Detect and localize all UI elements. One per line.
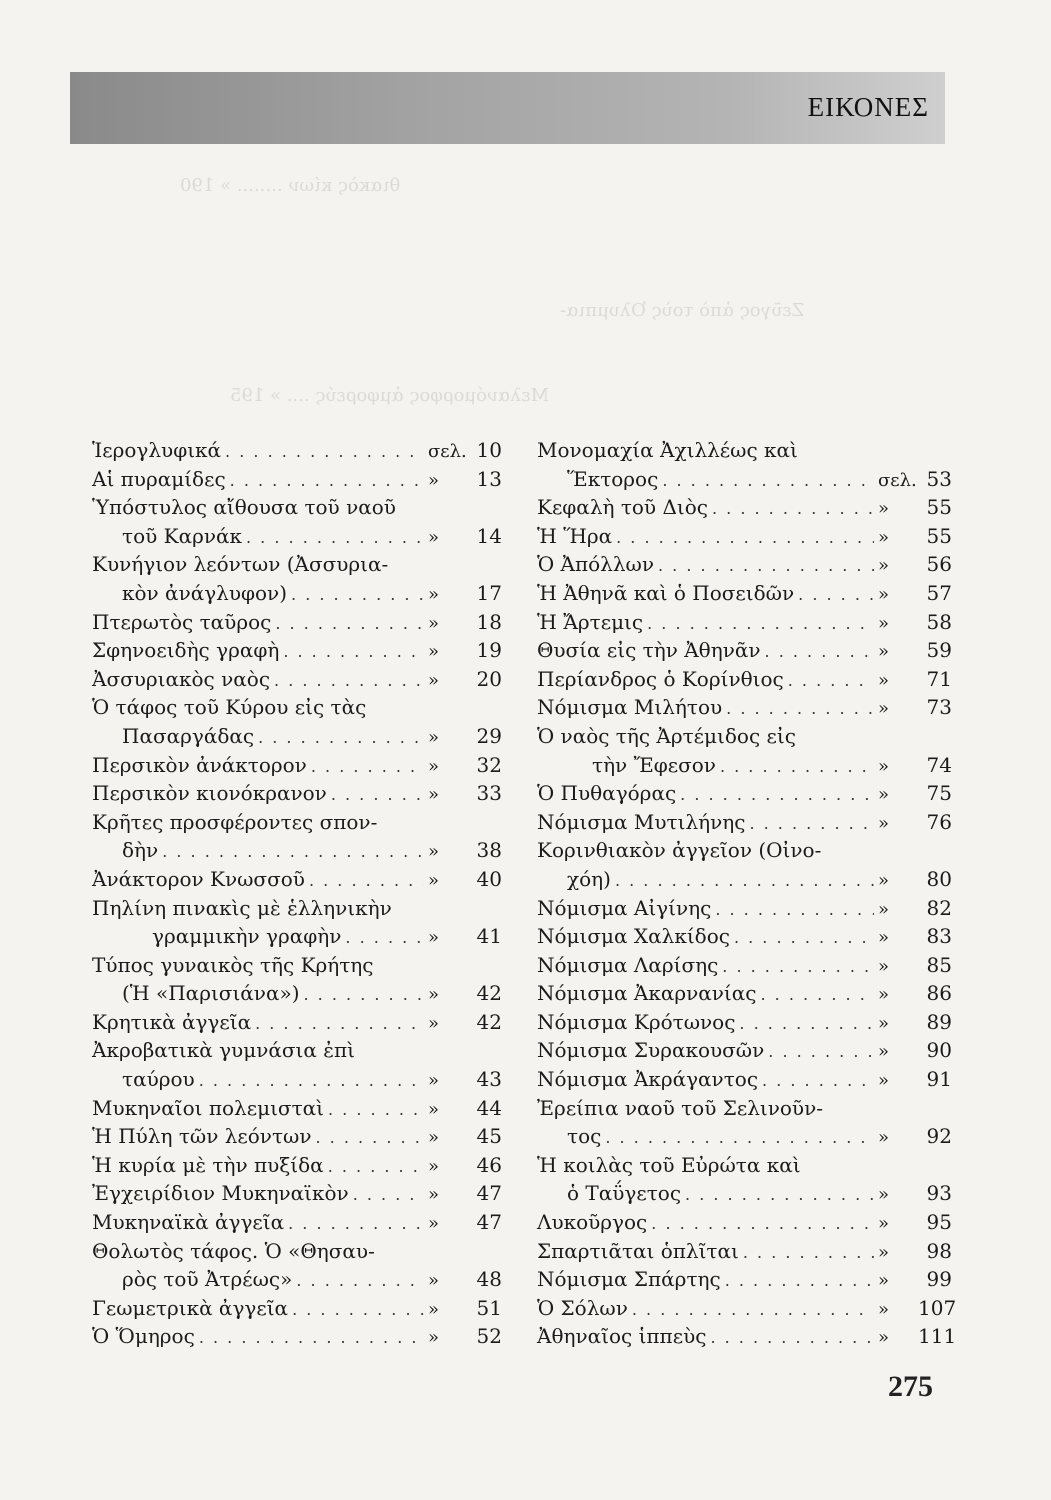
list-item: Σπαρτιᾶται ὁπλῖται . . . » 98 (537, 1237, 952, 1266)
list-item: γραμμικὴν γραφὴν . . . » 41 (92, 922, 502, 951)
list-item-line: Ὁ ναὸς τῆς Ἀρτέμιδος εἰς (537, 723, 796, 748)
list-item: Ἡ Ἀθηνᾶ καὶ ὁ Ποσειδῶν . . . » 57 (537, 579, 952, 608)
list-item: χόη) . . . » 80 (537, 865, 952, 894)
list-item: Ὁ Ὅμηρος . . . » 52 (92, 1322, 502, 1351)
list-item-line: Ὁ τάφος τοῦ Κύρου εἰς τὰς (92, 695, 367, 720)
list-item: Νόμισμα Λαρίσης . . . » 85 (537, 951, 952, 980)
list-item-line: Μονομαχία Ἀχιλλέως καὶ (537, 438, 798, 462)
list-item: Νόμισμα Αἰγίνης . . . » 82 (537, 894, 952, 923)
list-item-line: Ὑπόστυλος αἴθουσα τοῦ ναοῦ (92, 495, 396, 520)
list-item: (Ἡ «Παρισιάνα») . . . » 42 (92, 979, 502, 1008)
list-item: ταύρου . . . » 43 (92, 1065, 502, 1094)
list-item-line: Θολωτὸς τάφος. Ὁ «Θησαυ- (92, 1238, 375, 1263)
list-item: Κεφαλὴ τοῦ Διὸς . . . » 55 (537, 493, 952, 522)
list-item: Μυκηναῖοι πολεμισταὶ . . . » 44 (92, 1094, 502, 1123)
list-item: Νόμισμα Χαλκίδος . . . » 83 (537, 922, 952, 951)
list-item: Νόμισμα Σπάρτης . . . » 99 (537, 1265, 952, 1294)
list-item: Αἱ πυραμίδες . . . » 13 (92, 465, 502, 494)
list-item-line: Ἐρείπια ναοῦ τοῦ Σελινοῦν- (537, 1095, 824, 1120)
list-item: Ἀθηναῖος ἱππεὺς . . . » 111 (537, 1322, 952, 1351)
list-item-line: Τύπος γυναικὸς τῆς Κρήτης (92, 952, 374, 977)
list-item-line: Κρῆτες προσφέροντες σπον- (92, 809, 378, 834)
list-item: Ὁ Ἀπόλλων . . . » 56 (537, 550, 952, 579)
list-item: Νόμισμα Ἀκαρνανίας . . . » 86 (537, 979, 952, 1008)
list-item: Σφηνοειδὴς γραφὴ . . . » 19 (92, 636, 502, 665)
left-column (92, 436, 502, 1351)
list-item-line: Πηλίνη πινακὶς μὲ ἑλληνικὴν (92, 895, 392, 920)
list-item: τοῦ Καρνάκ . . . » 14 (92, 522, 502, 551)
list-item: Περίανδρος ὁ Κορίνθιος . . . » 71 (537, 665, 952, 694)
list-item-line: Ἀκροβατικὰ γυμνάσια ἐπὶ (92, 1038, 355, 1063)
list-item: Νόμισμα Ἀκράγαντος . . . » 91 (537, 1065, 952, 1094)
list-item: Θυσία εἰς τὴν Ἀθηνᾶν . . . » 59 (537, 636, 952, 665)
list-item: Γεωμετρικὰ ἀγγεῖα . . . » 51 (92, 1294, 502, 1323)
list-item-line: Ἡ κοιλὰς τοῦ Εὐρώτα καὶ (537, 1152, 801, 1177)
list-item: Ἡ Πύλη τῶν λεόντων . . . » 45 (92, 1122, 502, 1151)
list-item-line: Κορινθιακὸν ἀγγεῖον (Οἰνο- (537, 838, 822, 863)
list-item: Νόμισμα Μιλήτου . . . » 73 (537, 693, 952, 722)
list-item: Ὁ Πυθαγόρας . . . » 75 (537, 779, 952, 808)
bleed-through-text: Ζεῦγος ἀπὸ τοὺς Ὀλυμπια- (560, 300, 805, 321)
list-item: Νόμισμα Συρακουσῶν . . . » 90 (537, 1036, 952, 1065)
list-item: Ἡ Ἄρτεμις . . . » 58 (537, 608, 952, 637)
list-item: Ἱερογλυφικά . . . σελ. 10 (92, 436, 502, 465)
bleed-through-text: θιακὸς κίων ........ » 190 (180, 175, 401, 196)
list-item-line: Κυνήγιον λεόντων (Ἀσσυρια- (92, 552, 389, 577)
list-item: Πασαργάδας . . . » 29 (92, 722, 502, 751)
list-item: Περσικὸν ἀνάκτορον . . . » 32 (92, 751, 502, 780)
list-item: Ἡ Ἥρα . . . » 55 (537, 522, 952, 551)
list-item: τος . . . » 92 (537, 1122, 952, 1151)
list-item: ρὸς τοῦ Ἀτρέως» . . . » 48 (92, 1265, 502, 1294)
section-title: ΕΙΚΟΝΕΣ (807, 92, 929, 122)
list-item: τὴν Ἔφεσον . . . » 74 (537, 751, 952, 780)
list-item: Ἀνάκτορον Κνωσσοῦ . . . » 40 (92, 865, 502, 894)
right-column (537, 436, 957, 1351)
list-item: Ὁ Σόλων . . . » 107 (537, 1294, 952, 1323)
list-item: Περσικὸν κιονόκρανον . . . » 33 (92, 779, 502, 808)
page-number: 275 (888, 1370, 933, 1403)
list-item: Ἀσσυριακὸς ναὸς . . . » 20 (92, 665, 502, 694)
list-item: Κρητικὰ ἀγγεῖα . . . » 42 (92, 1008, 502, 1037)
list-item: Ἕκτορος . . . σελ. 53 (537, 465, 952, 494)
list-item: ὁ Ταΰγετος . . . » 93 (537, 1179, 952, 1208)
list-item: κὸν ἀνάγλυφον) . . . » 17 (92, 579, 502, 608)
bleed-through-text: Μελανόμορφος ἀμφορεύς .... » 195 (230, 385, 550, 406)
list-item: Μυκηναϊκὰ ἀγγεῖα . . . » 47 (92, 1208, 502, 1237)
header-band (70, 72, 945, 144)
list-item: Λυκοῦργος . . . » 95 (537, 1208, 952, 1237)
list-item: δὴν . . . » 38 (92, 836, 502, 865)
list-item: Ἐγχειρίδιον Μυκηναϊκὸν . . . » 47 (92, 1179, 502, 1208)
list-item: Νόμισμα Κρότωνος . . . » 89 (537, 1008, 952, 1037)
list-item: Νόμισμα Μυτιλήνης . . . » 76 (537, 808, 952, 837)
list-item: Ἡ κυρία μὲ τὴν πυξίδα . . . » 46 (92, 1151, 502, 1180)
list-item: Πτερωτὸς ταῦρος . . . » 18 (92, 608, 502, 637)
